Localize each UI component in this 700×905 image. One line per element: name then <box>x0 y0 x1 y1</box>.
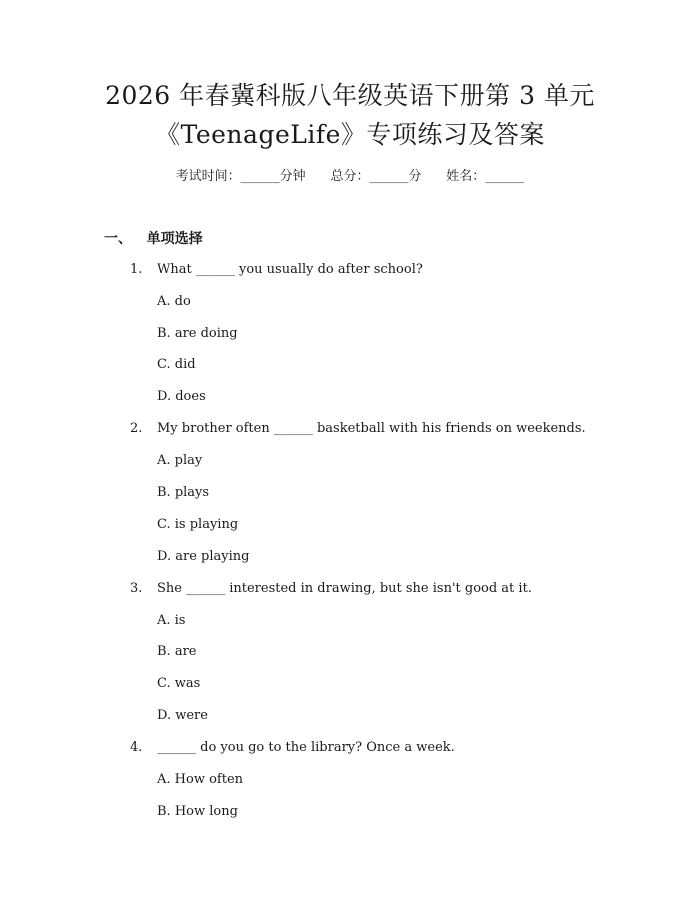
option: B. are <box>157 644 197 659</box>
question-number: 3. <box>130 581 143 596</box>
question-1 <box>130 260 423 280</box>
exam-score-label: 总分：______分 <box>330 169 422 184</box>
exam-name-label: 姓名：______ <box>446 169 525 184</box>
question-2 <box>130 419 586 439</box>
option: B. How long <box>157 804 238 819</box>
option: A. How often <box>157 772 244 787</box>
section-heading <box>104 229 203 249</box>
option: D. does <box>157 389 206 404</box>
option: A. play <box>157 453 203 468</box>
section-title: 单项选择 <box>146 231 203 247</box>
option: B. are doing <box>157 326 238 341</box>
option: D. are playing <box>157 549 250 564</box>
option: A. is <box>157 613 186 628</box>
question-text: She ______ interested in drawing, but she isn't good at it. <box>157 581 532 596</box>
exam-time-label: 考试时间：______分钟 <box>175 169 306 184</box>
option: C. is playing <box>157 517 239 532</box>
option: C. did <box>157 357 196 372</box>
document-title-line1: 2026 年春冀科版八年级英语下册第 3 单元 <box>105 81 595 110</box>
question-text: My brother often ______ basketball with his friends on weekends. <box>157 421 586 436</box>
question-number: 4. <box>130 740 143 755</box>
option: A. do <box>157 294 191 309</box>
question-number: 1. <box>130 262 143 277</box>
question-text: ______ do you go to the library? Once a week. <box>157 740 455 755</box>
option: C. was <box>157 676 201 691</box>
question-3 <box>130 579 532 599</box>
question-number: 2. <box>130 421 143 436</box>
question-4 <box>130 738 455 758</box>
exam-info <box>0 167 700 187</box>
section-number: 一、 <box>104 231 132 247</box>
document-title-line2: 《TeenageLife》专项练习及答案 <box>155 120 545 149</box>
option: D. were <box>157 708 208 723</box>
question-text: What ______ you usually do after school? <box>157 262 423 277</box>
option: B. plays <box>157 485 210 500</box>
